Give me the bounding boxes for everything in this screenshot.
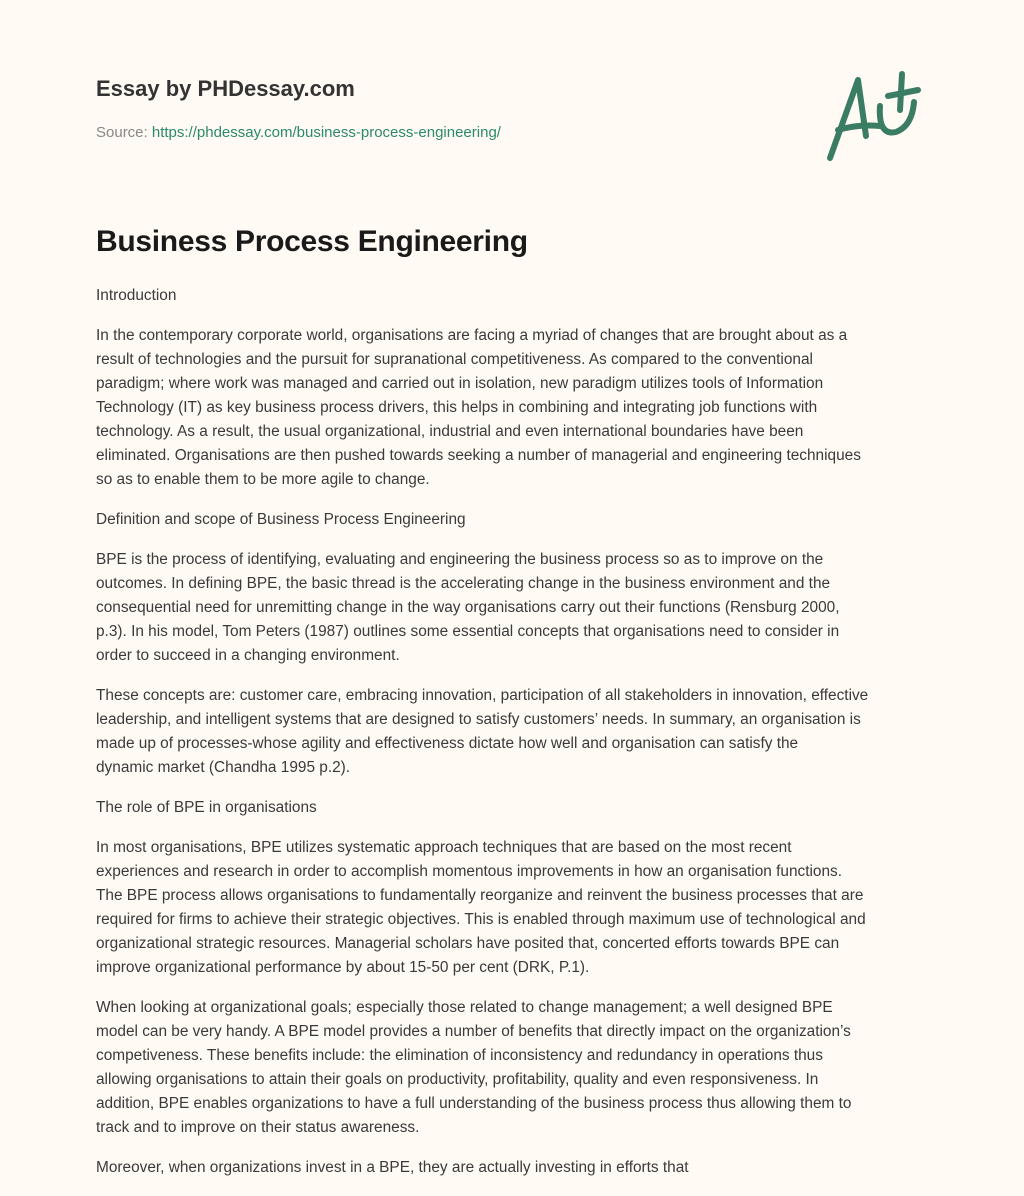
text-line: technology. As a result, the usual organizational, industrial and even international boundaries have been xyxy=(96,423,804,440)
text-line: When looking at organizational goals; especially those related to change management; a well designed BPE xyxy=(96,999,833,1016)
paragraph xyxy=(96,836,936,980)
text-line: competiveness. These benefits include: the elimination of inconsistency and redundancy in operations thus xyxy=(96,1047,823,1064)
text-line: result of technologies and the pursuit for supranational competitiveness. As compared to the conventional xyxy=(96,351,813,368)
text-line: Definition and scope of Business Process Engineering xyxy=(96,511,466,528)
paragraph xyxy=(96,684,936,780)
text-line: eliminated. Organisations are then pushed towards seeking a number of managerial and engineering techniques xyxy=(96,447,861,464)
source-line xyxy=(96,124,501,141)
text-line: model can be very handy. A BPE model provides a number of benefits that directly impact on the organization’s xyxy=(96,1023,851,1040)
text-line: leadership, and intelligent systems that are designed to satisfy customers’ needs. In summary, an organisation is xyxy=(96,711,861,728)
text-line: In the contemporary corporate world, organisations are facing a myriad of changes that are brought about as a xyxy=(96,327,848,344)
text-line: addition, BPE enables organizations to have a full understanding of the business process thus allowing them to xyxy=(96,1095,852,1112)
text-line: experiences and research in order to accomplish momentous improvements in how an organisation functions. xyxy=(96,863,842,880)
text-line: outcomes. In defining BPE, the basic thread is the accelerating change in the business environment and the xyxy=(96,575,831,592)
paragraph xyxy=(96,324,936,492)
text-line: Moreover, when organizations invest in a BPE, they are actually investing in efforts that xyxy=(96,1159,689,1176)
text-line: consequential need for unremitting change in the way organisations carry out their functions (Rensburg 2000, xyxy=(96,599,840,616)
essay-body xyxy=(96,284,936,1196)
text-line: The BPE process allows organisations to fundamentally reorganize and reinvent the business processes that are xyxy=(96,887,864,904)
paragraph xyxy=(96,548,936,668)
text-line: allowing organisations to attain their goals on productivity, profitability, quality and even responsiveness. In xyxy=(96,1071,819,1088)
text-line: made up of processes-whose agility and effectiveness dictate how well and organisation can satisfy the xyxy=(96,735,799,752)
section-heading xyxy=(96,284,936,308)
section-heading xyxy=(96,796,936,820)
source-link[interactable]: https://phdessay.com/business-process-engineering/ xyxy=(151,124,501,141)
text-line: The role of BPE in organisations xyxy=(96,799,317,816)
text-line: BPE is the process of identifying, evaluating and engineering the business process so as to improve on the xyxy=(96,551,824,568)
text-line: track and to improve on their status awareness. xyxy=(96,1119,420,1136)
paragraph xyxy=(96,1156,936,1180)
text-line: In most organisations, BPE utilizes systematic approach techniques that are based on the most recent xyxy=(96,839,792,856)
source-label: Source: xyxy=(96,124,148,141)
text-line: organizational strategic resources. Managerial scholars have posited that, concerted efforts towards BPE can xyxy=(96,935,840,952)
paragraph xyxy=(96,996,936,1140)
essay-title: Business Process Engineering xyxy=(96,225,528,258)
text-line: Technology (IT) as key business process drivers, this helps in combining and integrating job functions with xyxy=(96,399,818,416)
text-line: dynamic market (Chandha 1995 p.2). xyxy=(96,759,351,776)
text-line: order to succeed in a changing environment. xyxy=(96,647,400,664)
text-line: improve organizational performance by about 15-50 per cent (DRK, P.1). xyxy=(96,959,590,976)
text-line: so as to enable them to be more agile to change. xyxy=(96,471,430,488)
text-line: p.3). In his model, Tom Peters (1987) outlines some essential concepts that organisations need to consider in xyxy=(96,623,840,640)
text-line: required for firms to achieve their strategic objectives. This is enabled through maximum use of technological and xyxy=(96,911,866,928)
text-line: paradigm; where work was managed and carried out in isolation, new paradigm utilizes tools of Information xyxy=(96,375,824,392)
site-title: Essay by PHDessay.com xyxy=(96,76,355,101)
text-line: These concepts are: customer care, embracing innovation, participation of all stakeholders in innovation, effective xyxy=(96,687,869,704)
text-line: Introduction xyxy=(96,287,177,304)
section-heading xyxy=(96,508,936,532)
a-plus-logo-icon xyxy=(818,68,928,168)
